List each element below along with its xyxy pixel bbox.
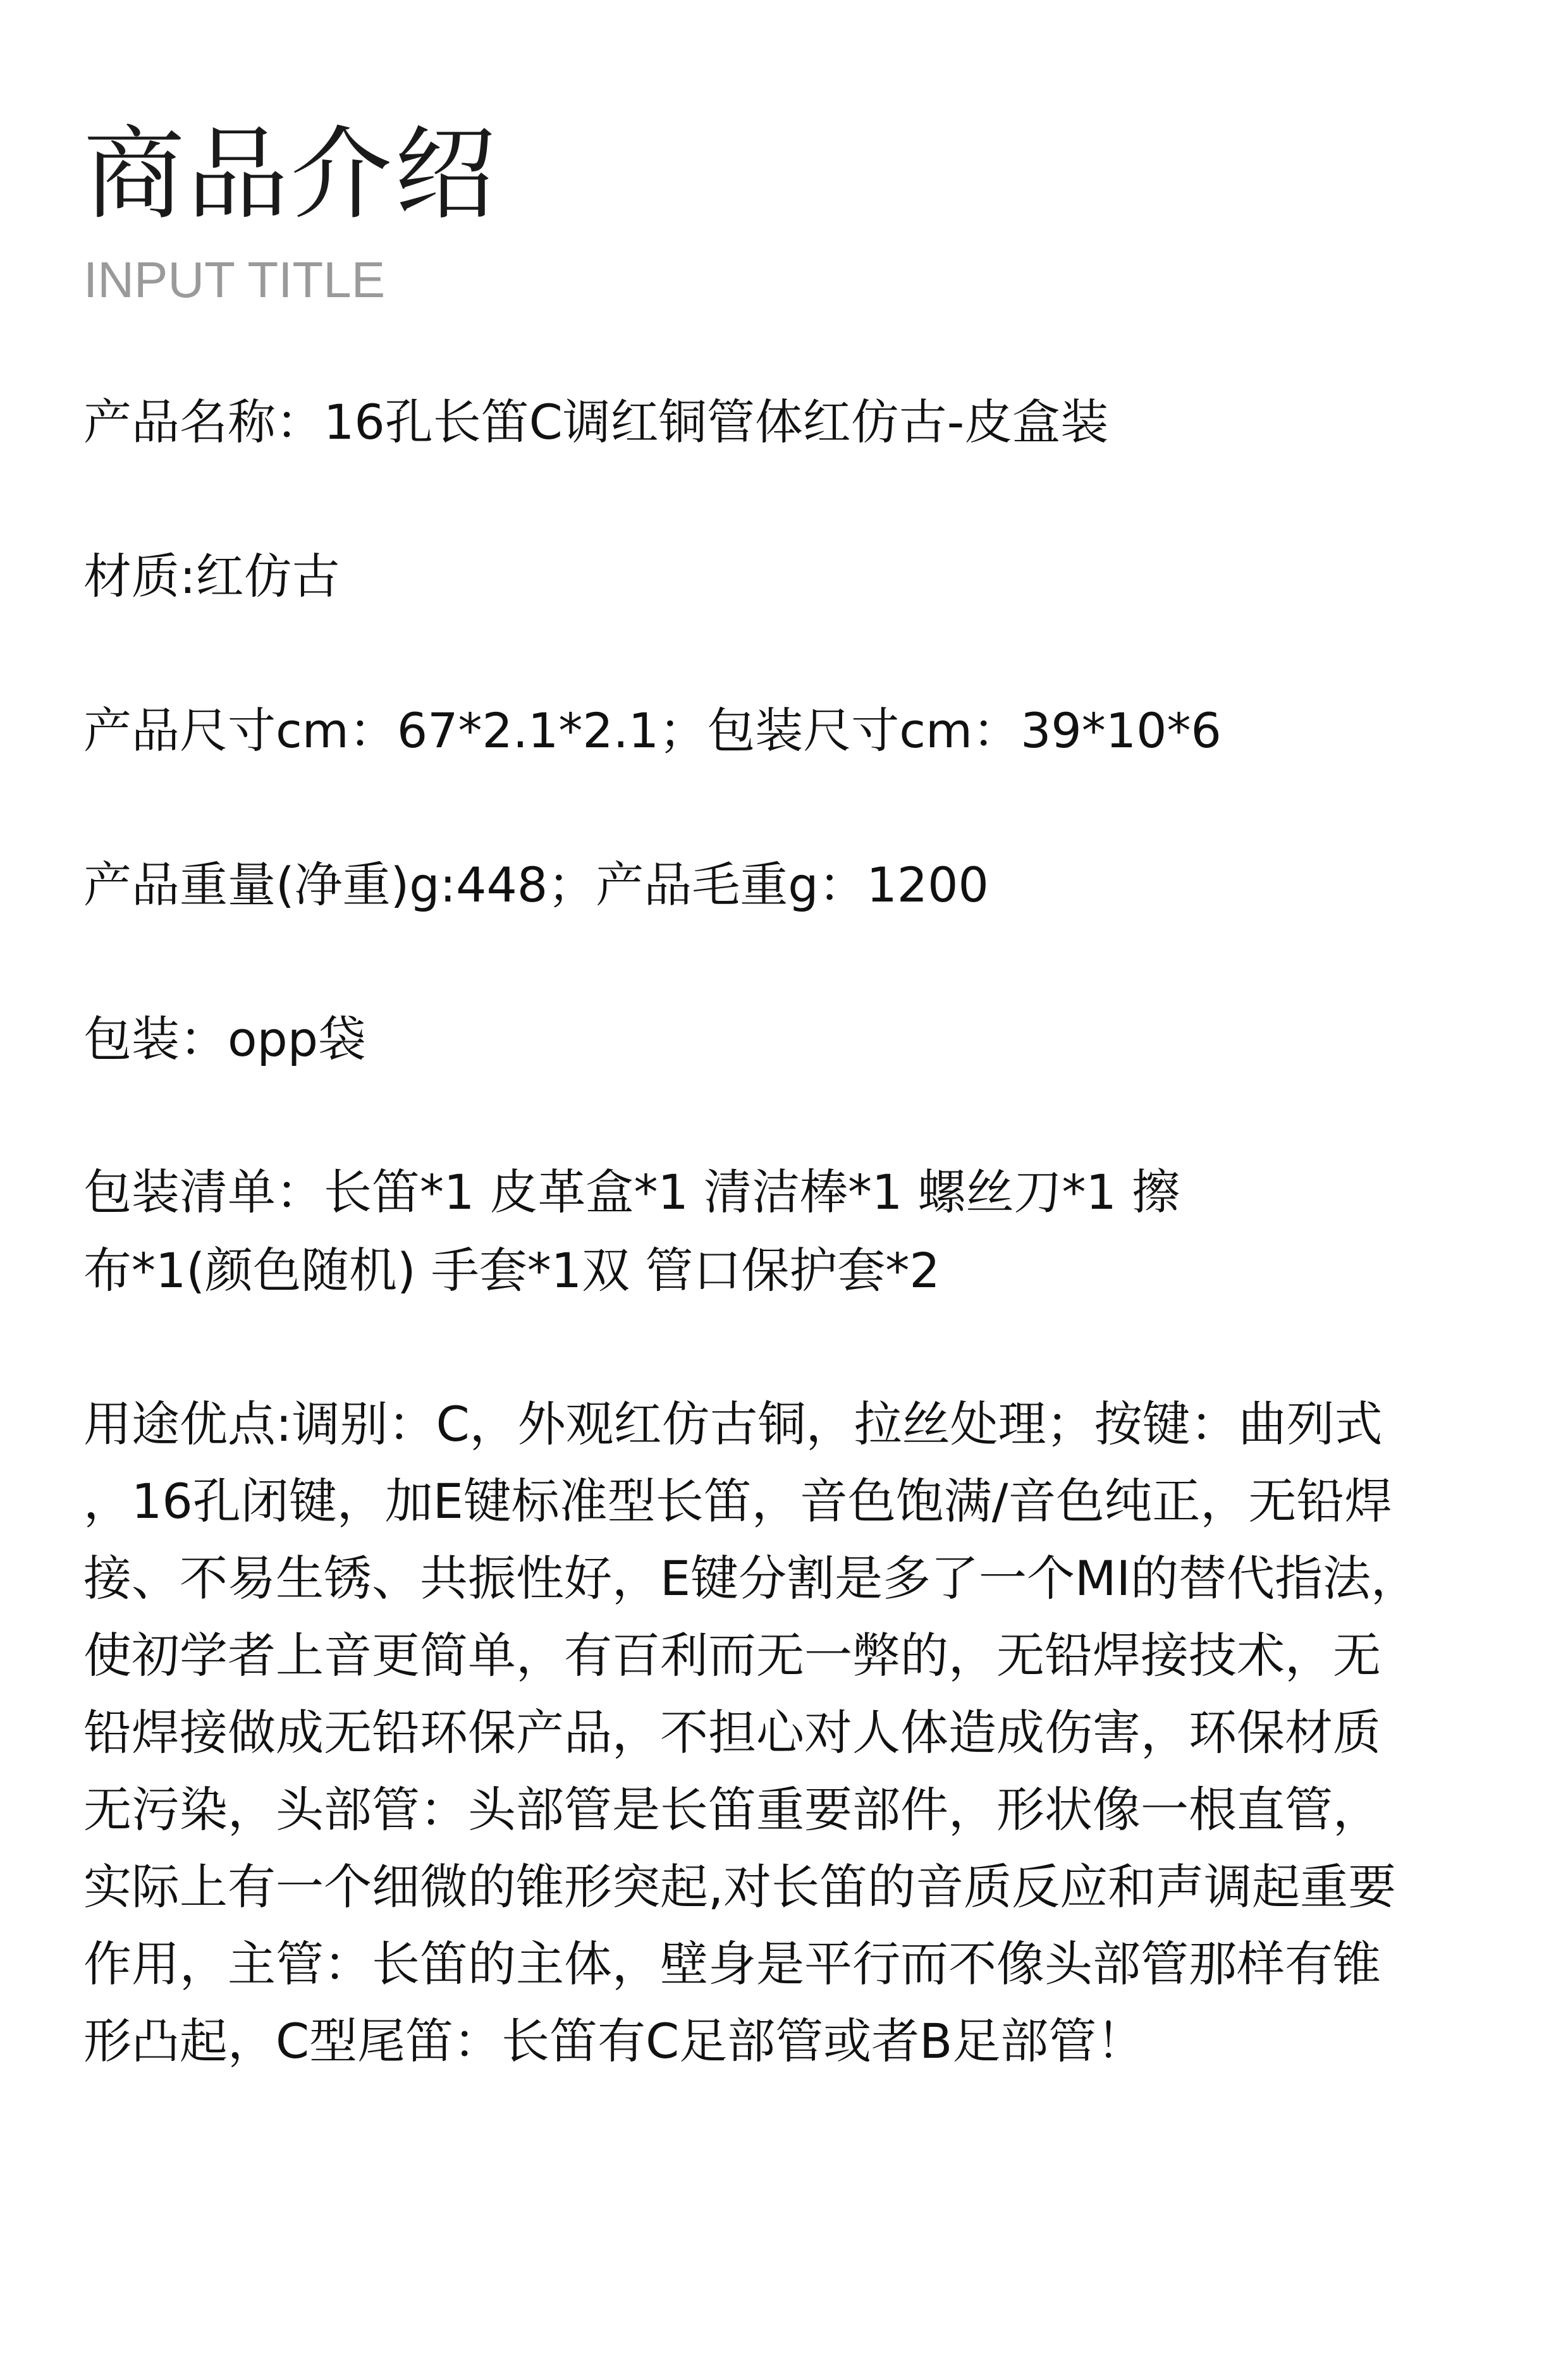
uses-paragraph <box>83 1386 1500 2080</box>
uses-line: 用途优点:调别：C，外观红仿古铜，拉丝处理；按键：曲列式 <box>83 1396 1383 1452</box>
product-name-line: 产品名称：16孔长笛C调红铜管体红仿古-皮盒装 <box>83 394 1109 450</box>
page-subtitle: INPUT TITLE <box>83 252 386 308</box>
uses-line: 作用，主管：长笛的主体，壁身是平行而不像头部管那样有锥 <box>83 1936 1381 1992</box>
uses-line: 使初学者上音更简单，有百利而无一弊的，无铅焊接技术，无 <box>83 1627 1381 1684</box>
page-title: 商品介绍 <box>83 115 499 233</box>
packing-list-line: 布*1(颜色随机) 手套*1双 管口保护套*2 <box>83 1242 940 1299</box>
packing-list-line: 包装清单：长笛*1 皮革盒*1 清洁棒*1 螺丝刀*1 擦 <box>83 1164 1180 1220</box>
uses-line: 无污染，头部管：头部管是长笛重要部件，形状像一根直管， <box>83 1782 1381 1838</box>
size-line: 产品尺寸cm：67*2.1*2.1；包装尺寸cm：39*10*6 <box>83 702 1222 759</box>
weight-line: 产品重量(净重)g:448；产品毛重g：1200 <box>83 857 989 913</box>
uses-line: 实际上有一个细微的锥形突起,对长笛的音质反应和声调起重要 <box>83 1859 1397 1915</box>
uses-line: 形凸起，C型尾笛：长笛有C足部管或者B足部管！ <box>83 2013 1145 2069</box>
uses-line: 铅焊接做成无铅环保产品，不担心对人体造成伤害，环保材质 <box>83 1704 1381 1761</box>
material-line: 材质:红仿古 <box>83 548 340 604</box>
uses-line: ，16孔闭键，加E键标准型长笛，音色饱满/音色纯正，无铅焊 <box>83 1473 1393 1529</box>
packaging-line: 包装：opp袋 <box>83 1011 366 1067</box>
uses-line: 接、不易生锈、共振性好，E键分割是多了一个MI的替代指法， <box>83 1550 1419 1606</box>
